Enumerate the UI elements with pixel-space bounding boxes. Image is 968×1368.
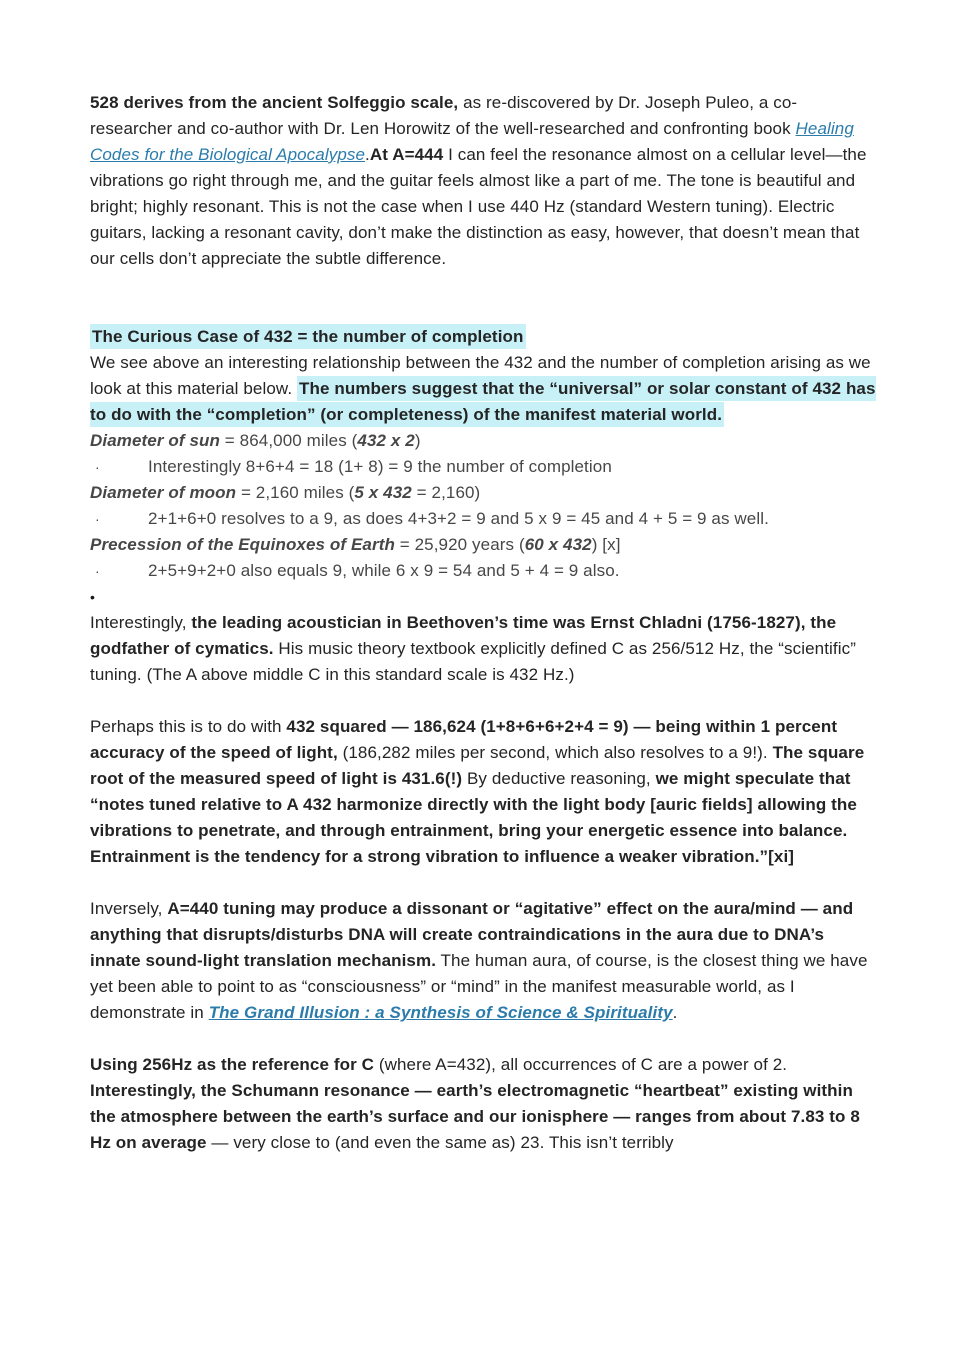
- text-run: His music theory textbook explicitly defined C as 256/512 Hz, the “scientific” tuning. (The A above middle C in this standard scale is 432 Hz.): [90, 639, 856, 684]
- chladni-paragraph: [90, 610, 876, 688]
- text-run: Inversely,: [90, 899, 168, 918]
- text-run: ) [x]: [591, 535, 621, 554]
- sun-diameter-line: [90, 428, 876, 454]
- text-run: 2+5+9+2+0 also equals 9, while 6 x 9 = 54 and 5 + 4 = 9 also.: [148, 561, 620, 580]
- text-run: I can feel the resonance almost on a cellular level—the vibrations go right through me, and the guitar feels almost like a part of me. The tone is beautiful and bright; highly resonant. This is not the case when I use 440 Hz (standard Western tuning). Electric guitars, lacking a resonant cavity, don’t make the distinction as easy, however, that doesn’t mean that our cells don’t appreciate the subtle difference.: [90, 145, 867, 268]
- text-run: Interestingly, the Schumann resonance — earth’s electromagnetic “heartbeat” existing within the atmosphere between the earth’s surface and our ionisphere — ranges from about 7.83 to 8 Hz on average: [90, 1081, 860, 1152]
- text-run: Using 256Hz as the reference for C: [90, 1055, 374, 1074]
- text-run: Interestingly,: [90, 613, 192, 632]
- text-run: 2+1+6+0 resolves to a 9, as does 4+3+2 = 9 and 5 x 9 = 45 and 4 + 5 = 9 as well.: [148, 509, 769, 528]
- bullet-icon: ·: [95, 563, 100, 579]
- bullet-icon: ·: [95, 459, 100, 475]
- text-run: The human aura, of course, is the closest thing we have yet been able to point to as “consciousness” or “mind” in the manifest measurable world, as I demonstrate in: [90, 951, 868, 1022]
- bullet-icon: •: [90, 589, 96, 605]
- text-run: 432 x 2: [357, 431, 415, 450]
- intro-paragraph: [90, 90, 876, 272]
- text-run: The Curious Case of 432 = the number of completion: [90, 324, 526, 349]
- text-run: we might speculate that “notes tuned relative to A 432 harmonize directly with the light body [auric fields] allowing the vibrations to penetrate, and through entrainment, bring your energetic essence into balance. Entrainment is the tendency for a strong vibration to influence a weaker vibration.”[xi]: [90, 769, 857, 866]
- text-run: ): [414, 431, 421, 450]
- text-run: Precession of the Equinoxes of Earth: [90, 535, 395, 554]
- text-run: .: [365, 145, 370, 164]
- empty-bullet-line: [90, 584, 876, 610]
- text-run: Interestingly 8+6+4 = 18 (1+ 8) = 9 the number of completion: [148, 457, 612, 476]
- precession-digit-sum-line: [90, 558, 876, 584]
- precession-line: [90, 532, 876, 558]
- moon-digit-sum-line: [90, 506, 876, 532]
- sun-digit-sum-line: [90, 454, 876, 480]
- text-run: = 25,920 years (: [394, 535, 525, 554]
- text-run: (186,282 miles per second, which also resolves to a 9!).: [337, 743, 773, 762]
- text-run: The square root of the measured speed of light is 431.6(!): [90, 743, 865, 788]
- text-run: (where A=432), all occurrences of C are a power of 2.: [374, 1055, 788, 1074]
- text-run: = 864,000 miles (: [219, 431, 358, 450]
- text-run: Perhaps this is to do with: [90, 717, 287, 736]
- text-run: A=440 tuning may produce a dissonant or “agitative” effect on the aura/mind — and anything that disrupts/disturbs DNA will create contraindications in the aura due to DNA’s innate sound-light translation mechanism.: [90, 899, 854, 970]
- a440-dissonance-paragraph: [90, 896, 876, 1026]
- text-run: Diameter of moon: [90, 483, 237, 502]
- text-run: = 2,160 miles (: [236, 483, 355, 502]
- document-body: [90, 90, 876, 1156]
- text-run: 5 x 432: [354, 483, 412, 502]
- curious-case-heading: [90, 324, 876, 350]
- text-run: as re-discovered by Dr. Joseph Puleo, a co-researcher and co-author with Dr. Len Horowitz of the well-researched and confronting book: [90, 93, 798, 138]
- text-run: 528 derives from the ancient Solfeggio scale,: [90, 93, 459, 112]
- schumann-resonance-paragraph: [90, 1052, 876, 1156]
- text-run: Diameter of sun: [90, 431, 220, 450]
- bullet-icon: ·: [95, 511, 100, 527]
- text-run: — very close to (and even the same as) 23. This isn’t terribly: [206, 1133, 674, 1152]
- text-run: 432 squared — 186,624 (1+8+6+6+2+4 = 9) — being within 1 percent accuracy of the speed of light,: [90, 717, 838, 762]
- text-run: .: [672, 1003, 678, 1022]
- text-run: 60 x 432: [524, 535, 592, 554]
- text-run: the leading acoustician in Beethoven’s time was Ernst Chladni (1756-1827), the godfather of cymatics.: [90, 613, 837, 658]
- text-run: = 2,160): [411, 483, 481, 502]
- text-run: We see above an interesting relationship between the 432 and the number of completion arising as we look at this material below.: [90, 353, 871, 398]
- speed-of-light-paragraph: [90, 714, 876, 870]
- text-run: At A=444: [369, 145, 444, 164]
- moon-diameter-line: [90, 480, 876, 506]
- healing-codes-link[interactable]: Healing Codes for the Biological Apocalypse: [90, 119, 854, 164]
- text-run: The numbers suggest that the “universal” or solar constant of 432 has to do with the “completion” (or completeness) of the manifest material world.: [90, 376, 876, 427]
- grand-illusion-link[interactable]: The Grand Illusion : a Synthesis of Science & Spirituality: [208, 1003, 673, 1022]
- curious-case-paragraph: [90, 350, 876, 428]
- text-run: By deductive reasoning,: [462, 769, 656, 788]
